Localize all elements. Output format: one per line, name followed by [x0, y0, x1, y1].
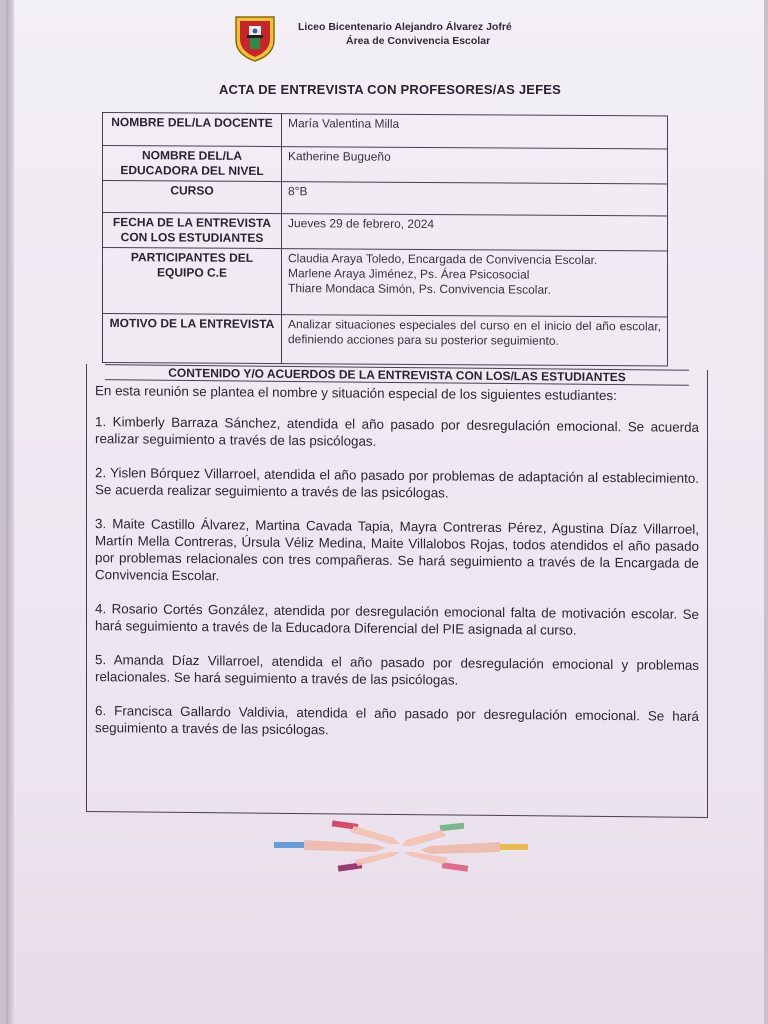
participant-item: Claudia Araya Toledo, Encargada de Convivencia Escolar.: [288, 251, 598, 268]
participantes-list: [282, 249, 668, 317]
motivo-value: Analizar situaciones especiales del curso en el inicio del año escolar, definiendo acciones para su posterior seguimiento.: [282, 315, 668, 366]
educadora-label: NOMBRE DEL/LA EDUCADORA DEL NIVEL: [103, 146, 282, 182]
school-header: [298, 20, 558, 48]
student-item: 5. Amanda Díaz Villarroel, atendida el año pasado por desregulación emocional y problemas relacionales. Se hará seguimiento a través de las psicólogas.: [95, 652, 699, 688]
hands-circle-icon: [274, 818, 530, 876]
participant-item: Thiare Mondaca Simón, Ps. Convivencia Escolar.: [288, 281, 551, 297]
fecha-value: Jueves 29 de febrero, 2024: [282, 214, 668, 251]
curso-value: 8°B: [282, 182, 668, 216]
content-heading: CONTENIDO Y/O ACUERDOS DE LA ENTREVISTA CON LOS/LAS ESTUDIANTES: [105, 364, 689, 386]
student-item: 3. Maite Castillo Álvarez, Martina Cavada Tapia, Mayra Contreras Pérez, Agustina Díaz Villarroel, Martín Mella Contreras, Úrsula Véliz Medina, Maite Villalobos Rojas, todos atendidos el año pasado por problemas relacionales con tres compañeras. Se hará seguimiento a través de la Encargada de Convivencia Escolar.: [95, 516, 699, 584]
document-title: ACTA DE ENTREVISTA CON PROFESORES/AS JEFES: [218, 82, 562, 97]
docente-value: María Valentina Milla: [282, 114, 668, 149]
curso-label: CURSO: [103, 181, 282, 214]
interview-info-table: [102, 112, 668, 366]
fecha-label: FECHA DE LA ENTREVISTA CON LOS ESTUDIANTES: [103, 213, 282, 249]
content-section: [86, 364, 708, 818]
docente-label: NOMBRE DEL/LA DOCENTE: [103, 113, 282, 147]
participant-item: Marlene Araya Jiménez, Ps. Área Psicosocial: [288, 266, 530, 282]
content-body: [87, 380, 707, 742]
student-item: 1. Kimberly Barraza Sánchez, atendida el año pasado por desregulación emocional. Se acuerda realizar seguimiento a través de las psicólogas.: [95, 414, 699, 449]
participantes-label: PARTICIPANTES DEL EQUIPO C.E: [103, 248, 282, 315]
student-item: 2. Yislen Bórquez Villarroel, atendida el año pasado por problemas de adaptación al establecimiento. Se acuerda realizar seguimiento a través de las psicólogas.: [95, 465, 699, 501]
student-item: 6. Francisca Gallardo Valdivia, atendida el año pasado por desregulación emocional. Se hará seguimiento a través de las psicólogas.: [95, 703, 699, 738]
content-intro: En esta reunión se plantea el nombre y situación especial de los siguientes estudiantes:: [95, 383, 617, 404]
motivo-label: MOTIVO DE LA ENTREVISTA: [103, 314, 282, 364]
school-name: Liceo Bicentenario Alejandro Álvarez Jofré: [298, 21, 512, 33]
page-shadow: [6, 0, 14, 1024]
educadora-value: Katherine Bugueño: [282, 147, 668, 184]
document-page: [6, 0, 764, 1024]
school-area: Área de Convivencia Escolar: [346, 35, 491, 47]
student-item: 4. Rosario Cortés González, atendida por desregulación emocional falta de motivación escolar. Se hará seguimiento a través de la Educadora Diferencial del PIE asignada al curso.: [95, 601, 699, 638]
school-crest-icon: [234, 14, 276, 62]
